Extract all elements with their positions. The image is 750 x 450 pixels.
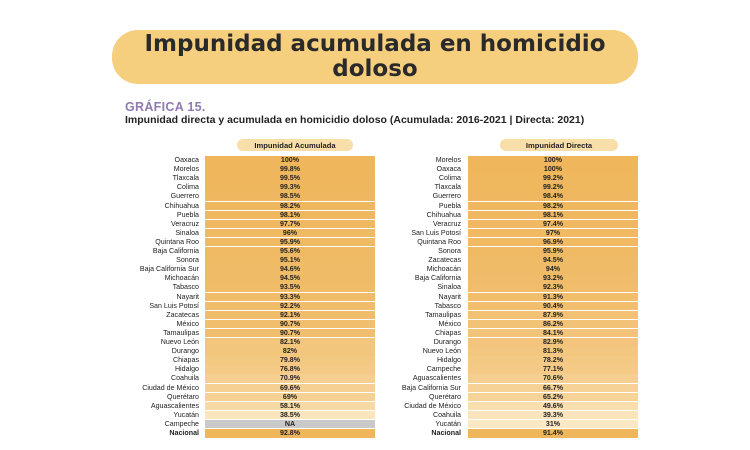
state-label: Nayarit — [438, 292, 461, 301]
state-label: Oaxaca — [174, 156, 199, 164]
state-label: San Luis Potosí — [149, 301, 199, 310]
table-row — [0, 393, 638, 402]
table-row — [0, 192, 638, 201]
chart-number: GRÁFICA 15. — [125, 100, 206, 114]
value-cell: 92.8% — [205, 429, 375, 438]
value-cell: 95.1% — [205, 256, 375, 265]
value-cell: 87.9% — [468, 311, 638, 320]
value-cell: 99.8% — [205, 165, 375, 174]
value-cell: 98.2% — [205, 202, 375, 211]
state-label: Baja California — [414, 274, 461, 283]
table-row — [0, 365, 638, 374]
state-label: Durango — [433, 338, 461, 346]
table-row — [0, 338, 638, 347]
state-label: Yucatán — [435, 419, 461, 428]
value-cell: 92.1% — [205, 311, 375, 320]
state-label: Tlaxcala — [172, 174, 199, 183]
table-row — [0, 420, 638, 429]
state-label: Colima — [176, 183, 199, 192]
value-cell: 79.8% — [205, 356, 375, 365]
state-label: Puebla — [176, 210, 199, 219]
state-label: Tabasco — [172, 283, 199, 292]
table-row — [0, 174, 638, 183]
value-cell: 91.3% — [468, 293, 638, 302]
table-row — [0, 347, 638, 356]
state-label: Tamaulipas — [163, 328, 199, 337]
state-label: Morelos — [173, 165, 199, 174]
table-row — [0, 265, 638, 274]
value-cell: 65.2% — [468, 393, 638, 402]
value-cell: 90.4% — [468, 302, 638, 311]
state-label: Morelos — [435, 156, 461, 164]
value-cell: 94.5% — [205, 274, 375, 283]
table-row — [0, 356, 638, 365]
value-cell: 90.7% — [205, 320, 375, 329]
value-cell: 92.3% — [468, 283, 638, 292]
state-label: San Luis Potosí — [411, 228, 461, 237]
state-label: Nuevo León — [422, 347, 461, 356]
state-label: Campeche — [426, 365, 461, 374]
state-label: Yucatán — [173, 410, 199, 419]
value-cell: 100% — [468, 156, 638, 165]
state-label: Chiapas — [172, 356, 199, 365]
table-row — [0, 274, 638, 283]
value-cell: 97% — [468, 229, 638, 238]
value-cell: 93.5% — [205, 283, 375, 292]
table-row — [0, 183, 638, 192]
state-label: Chiapas — [434, 328, 461, 337]
value-cell: 100% — [468, 165, 638, 174]
state-label: Zacatecas — [166, 310, 199, 319]
state-label: Veracruz — [171, 219, 199, 228]
column-header-acumulada: Impunidad Acumulada — [237, 139, 353, 151]
state-label: Baja California Sur — [401, 383, 461, 392]
table-row — [0, 302, 638, 311]
state-label: Hidalgo — [436, 356, 461, 365]
state-label: Tabasco — [434, 301, 461, 310]
value-cell: 98.1% — [205, 211, 375, 220]
state-label: Baja California Sur — [139, 265, 199, 274]
state-label: Nacional — [431, 429, 461, 437]
value-cell: 70.6% — [468, 374, 638, 383]
table-row — [0, 311, 638, 320]
state-label: Aguascalientes — [150, 401, 199, 410]
state-label: Hidalgo — [174, 365, 199, 374]
state-label: Oaxaca — [436, 165, 461, 174]
value-cell: 100% — [205, 156, 375, 165]
state-label: Querétaro — [429, 392, 461, 401]
value-cell: 70.9% — [205, 374, 375, 383]
value-cell: 58.1% — [205, 402, 375, 411]
state-label: Coahuila — [432, 410, 461, 419]
value-cell: 93.2% — [468, 274, 638, 283]
value-cell: NA — [205, 420, 375, 429]
state-label: Sinaloa — [175, 228, 199, 237]
value-cell: 98.5% — [205, 192, 375, 201]
state-label: Guerrero — [432, 192, 461, 201]
value-cell: 84.1% — [468, 329, 638, 338]
value-cell: 82% — [205, 347, 375, 356]
state-label: Campeche — [164, 419, 199, 428]
value-cell: 95.9% — [468, 247, 638, 256]
value-cell: 90.7% — [205, 329, 375, 338]
value-cell: 38.5% — [205, 411, 375, 420]
table-row-nacional — [0, 429, 638, 438]
state-label: México — [438, 319, 461, 328]
table-row — [0, 283, 638, 292]
state-label: Quintana Roo — [417, 237, 461, 246]
value-cell: 92.2% — [205, 302, 375, 311]
state-label: Guerrero — [170, 192, 199, 201]
state-label: Ciudad de México — [404, 401, 461, 410]
table-row — [0, 256, 638, 265]
value-cell: 95.9% — [205, 238, 375, 247]
value-cell: 78.2% — [468, 356, 638, 365]
state-label: Coahuila — [170, 374, 199, 383]
state-label: Michoacán — [164, 274, 199, 283]
value-cell: 91.4% — [468, 429, 638, 438]
chart-subtitle: Impunidad directa y acumulada en homicidio doloso (Acumulada: 2016-2021 | Directa: 2021) — [125, 114, 585, 126]
state-label: Tamaulipas — [425, 310, 461, 319]
table-row — [0, 202, 638, 211]
value-cell: 97.4% — [468, 220, 638, 229]
table-row — [0, 247, 638, 256]
value-cell: 69.6% — [205, 384, 375, 393]
value-cell: 98.1% — [468, 211, 638, 220]
state-label: Durango — [171, 347, 199, 356]
page-title: Impunidad acumulada en homicidio doloso — [144, 31, 606, 82]
table-row — [0, 411, 638, 420]
state-label: Quintana Roo — [155, 237, 199, 246]
value-cell: 77.1% — [468, 365, 638, 374]
value-cell: 86.2% — [468, 320, 638, 329]
value-cell: 94.5% — [468, 256, 638, 265]
state-label: Querétaro — [167, 392, 199, 401]
state-label: México — [176, 319, 199, 328]
state-label: Veracruz — [433, 219, 461, 228]
value-cell: 66.7% — [468, 384, 638, 393]
value-cell: 76.8% — [205, 365, 375, 374]
table-row — [0, 384, 638, 393]
state-label: Nuevo León — [160, 338, 199, 346]
column-header-directa: Impunidad Directa — [500, 139, 618, 151]
value-cell: 98.4% — [468, 192, 638, 201]
value-cell: 49.6% — [468, 402, 638, 411]
state-label: Aguascalientes — [412, 374, 461, 383]
value-cell: 82.1% — [205, 338, 375, 347]
title-banner — [112, 30, 638, 84]
state-label: Michoacán — [426, 265, 461, 274]
state-label: Sonora — [176, 256, 199, 265]
state-label: Tlaxcala — [434, 183, 461, 192]
state-label: Chihuahua — [164, 201, 199, 210]
state-label: Ciudad de México — [142, 383, 199, 392]
state-label: Sonora — [438, 247, 461, 255]
value-cell: 69% — [205, 393, 375, 402]
value-cell: 98.2% — [468, 202, 638, 211]
state-label: Chihuahua — [426, 210, 461, 219]
state-label: Baja California — [152, 247, 199, 255]
value-cell: 97.7% — [205, 220, 375, 229]
value-cell: 99.5% — [205, 174, 375, 183]
value-cell: 96% — [205, 229, 375, 238]
table-row — [0, 402, 638, 411]
table-row — [0, 374, 638, 383]
table-row — [0, 220, 638, 229]
value-cell: 94.6% — [205, 265, 375, 274]
value-cell: 96.9% — [468, 238, 638, 247]
value-cell: 31% — [468, 420, 638, 429]
table-row — [0, 211, 638, 220]
table-row — [0, 238, 638, 247]
state-label: Nayarit — [176, 292, 199, 301]
state-label: Colima — [438, 174, 461, 183]
value-cell: 99.3% — [205, 183, 375, 192]
state-label: Puebla — [438, 201, 461, 210]
table-row — [0, 320, 638, 329]
value-cell: 93.3% — [205, 293, 375, 302]
table-row — [0, 165, 638, 174]
state-label: Nacional — [169, 429, 199, 437]
table-row — [0, 229, 638, 238]
table-row — [0, 329, 638, 338]
value-cell: 94% — [468, 265, 638, 274]
value-cell: 39.3% — [468, 411, 638, 420]
table-row — [0, 293, 638, 302]
state-label: Sinaloa — [437, 283, 461, 292]
value-cell: 82.9% — [468, 338, 638, 347]
state-label: Zacatecas — [428, 256, 461, 265]
table-row — [0, 156, 638, 165]
value-cell: 95.6% — [205, 247, 375, 256]
value-cell: 99.2% — [468, 183, 638, 192]
value-cell: 99.2% — [468, 174, 638, 183]
value-cell: 81.3% — [468, 347, 638, 356]
